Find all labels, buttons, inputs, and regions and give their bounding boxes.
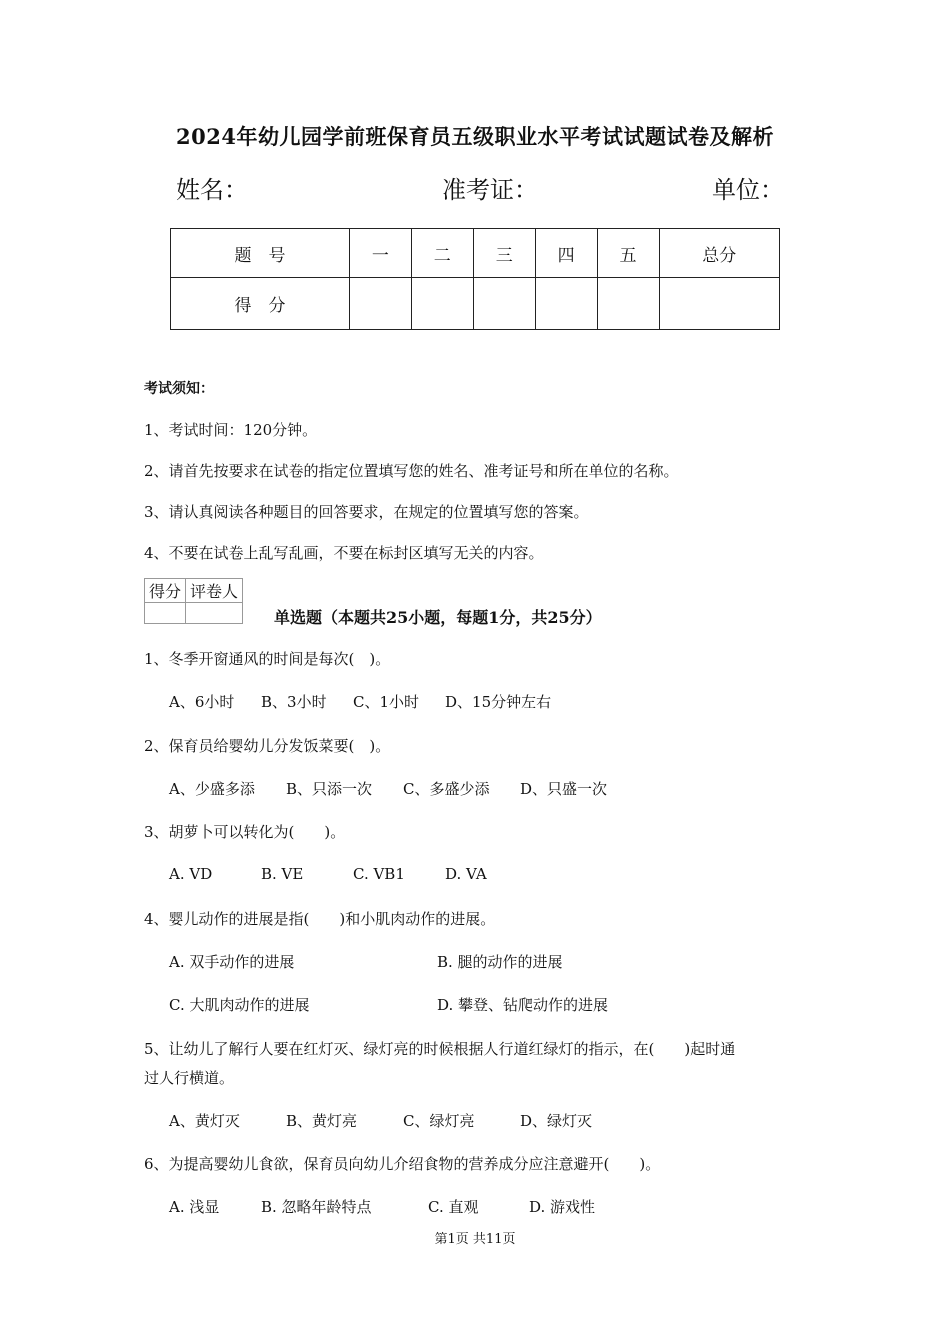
- question-stem: 4、婴儿动作的进展是指( )和小肌肉动作的进展。: [144, 910, 496, 928]
- score-cell[interactable]: [411, 278, 473, 330]
- exam-id-field-label: 准考证：: [442, 176, 538, 204]
- question-option: B. VE: [261, 865, 304, 883]
- notice-item: 2、请首先按要求在试卷的指定位置填写您的姓名、准考证号和所在单位的名称。: [144, 462, 679, 480]
- question-option: B、3小时: [261, 693, 327, 711]
- question-option: C、1小时: [353, 693, 420, 711]
- question-option: C. 直观: [428, 1198, 479, 1216]
- score-table-score-row: [171, 278, 780, 330]
- question-stem: 2、保育员给婴幼儿分发饭菜要( )。: [144, 737, 391, 755]
- question-option: D. VA: [445, 865, 487, 883]
- document-title: 2024年幼儿园学前班保育员五级职业水平考试试题试卷及解析: [176, 124, 774, 149]
- question-stem-continuation: 过人行横道。: [144, 1069, 235, 1087]
- unit-field-label: 单位：: [712, 176, 784, 204]
- score-table: [170, 228, 780, 330]
- grader-reviewer-cell[interactable]: [186, 603, 243, 624]
- question-option: D、绿灯灭: [520, 1112, 593, 1130]
- section-title: 单选题（本题共25小题，每题1分，共25分）: [274, 608, 602, 627]
- question-option: D、15分钟左右: [445, 693, 552, 711]
- question-option: D. 游戏性: [529, 1198, 596, 1216]
- question-option: A. 浅显: [169, 1198, 220, 1216]
- notice-item: 3、请认真阅读各种题目的回答要求，在规定的位置填写您的答案。: [144, 503, 589, 521]
- question-option: B、只添一次: [286, 780, 373, 798]
- score-cell[interactable]: [535, 278, 597, 330]
- question-option: A. VD: [169, 865, 213, 883]
- question-stem: 5、让幼儿了解行人要在红灯灭、绿灯亮的时候根据人行道红绿灯的指示，在( )起时通: [144, 1040, 736, 1058]
- question-option: B. 忽略年龄特点: [261, 1198, 372, 1216]
- score-table-header-cell: 四: [535, 229, 597, 278]
- question-option: A、少盛多添: [169, 780, 255, 798]
- score-cell[interactable]: [659, 278, 779, 330]
- score-table-header-cell: 题 号: [171, 229, 350, 278]
- question-option: D、只盛一次: [520, 780, 608, 798]
- score-table-header-cell: 一: [349, 229, 411, 278]
- score-table-header-row: [171, 229, 780, 278]
- page-footer: 第1页 共11页: [434, 1232, 516, 1247]
- question-option: B、黄灯亮: [286, 1112, 358, 1130]
- grader-table: [144, 578, 243, 624]
- question-option: A、6小时: [169, 693, 235, 711]
- question-option: C. 大肌肉动作的进展: [169, 996, 310, 1014]
- score-cell[interactable]: [473, 278, 535, 330]
- question-option: A. 双手动作的进展: [169, 953, 295, 971]
- question-option: C. VB1: [353, 865, 405, 883]
- question-stem: 1、冬季开窗通风的时间是每次( )。: [144, 650, 391, 668]
- score-cell[interactable]: [597, 278, 659, 330]
- grader-score-label: 得分: [145, 579, 186, 603]
- name-field-label: 姓名：: [176, 176, 248, 204]
- question-stem: 6、为提高婴幼儿食欲，保育员向幼儿介绍食物的营养成分应注意避开( )。: [144, 1155, 661, 1173]
- question-option: D. 攀登、钻爬动作的进展: [437, 996, 609, 1014]
- grader-score-cell[interactable]: [145, 603, 186, 624]
- notice-item: 1、考试时间：120分钟。: [144, 421, 318, 439]
- notice-item: 4、不要在试卷上乱写乱画，不要在标封区填写无关的内容。: [144, 544, 544, 562]
- notice-heading: 考试须知：: [144, 381, 214, 397]
- score-table-header-cell: 总分: [659, 229, 779, 278]
- question-option: B. 腿的动作的进展: [437, 953, 563, 971]
- score-cell[interactable]: [349, 278, 411, 330]
- question-stem: 3、胡萝卜可以转化为( )。: [144, 823, 346, 841]
- score-table-row-label: 得 分: [171, 278, 350, 330]
- question-option: C、多盛少添: [403, 780, 490, 798]
- question-option: C、绿灯亮: [403, 1112, 475, 1130]
- score-table-header-cell: 三: [473, 229, 535, 278]
- grader-reviewer-label: 评卷人: [186, 579, 243, 603]
- score-table-header-cell: 五: [597, 229, 659, 278]
- question-option: A、黄灯灭: [169, 1112, 240, 1130]
- score-table-header-cell: 二: [411, 229, 473, 278]
